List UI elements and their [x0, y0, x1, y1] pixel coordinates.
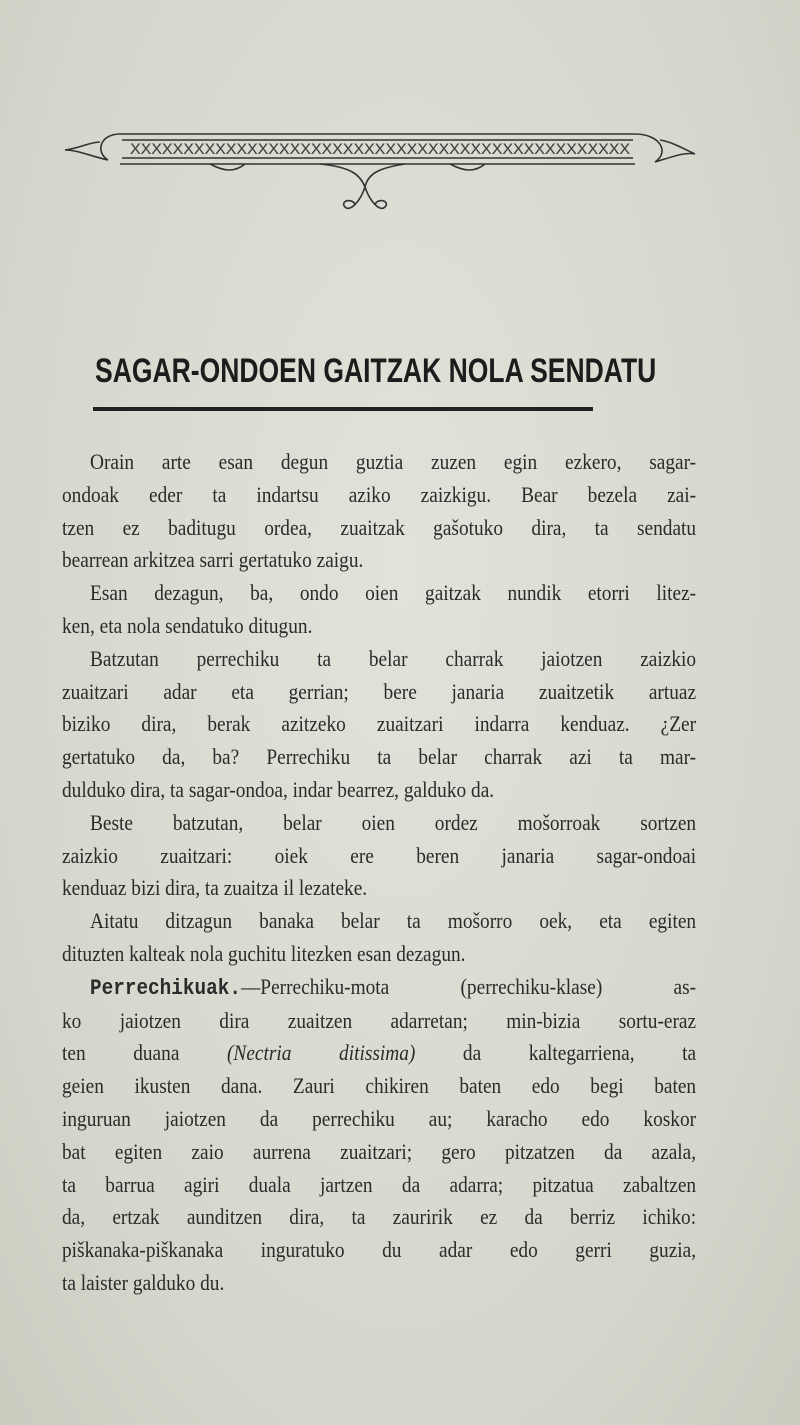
line-text: gertatuko da, ba? Perrechiku ta belar charrak azi ta mar-	[62, 744, 697, 770]
paragraph-6-line	[62, 1234, 696, 1267]
line-text: Aitatu ditzagun banaka belar ta mošorro oek, eta egiten	[90, 908, 697, 934]
paragraph-3-line	[62, 643, 696, 676]
paragraph-1-line	[62, 479, 696, 512]
paragraph-6-line	[62, 971, 696, 1005]
paragraph-2-line	[62, 610, 696, 643]
paragraph-1-line	[62, 512, 696, 545]
paragraph-1-line	[62, 446, 696, 479]
paragraph-4-line	[62, 807, 696, 840]
line-text: Esan dezagun, ba, ondo oien gaitzak nundik etorri litez-	[90, 580, 697, 606]
line-text: zaizkio zuaitzari: oiek ere beren janaria sagar-ondoai	[62, 842, 697, 868]
line-text: Orain arte esan degun guztia zuzen egin ezkero, sagar-	[90, 449, 697, 474]
line-text: dulduko dira, ta sagar-ondoa, indar bearrez, galduko da.	[62, 776, 495, 802]
paragraph-5-line	[62, 905, 696, 938]
line-text: Batzutan perrechiku ta belar charrak jaiotzen zaizkio	[90, 645, 697, 671]
line-text: bat egiten zaio aurrena zuaitzari; gero pitzatzen da azala,	[62, 1138, 697, 1164]
line-text: ta laister galduko du.	[62, 1269, 225, 1295]
line-text: da, ertzak aunditzen dira, ta zauririk ez da berriz ichiko:	[62, 1204, 697, 1230]
species-name: (Nectria ditissima)	[226, 1040, 416, 1066]
paragraph-2-line	[62, 577, 696, 610]
paragraph-3-line	[62, 774, 696, 807]
line-text: bearrean arkitzea sarri gertatuko zaigu.	[62, 547, 364, 573]
paragraph-1-line	[62, 544, 696, 577]
paragraph-4-line	[62, 872, 696, 905]
line-text: kenduaz bizi dira, ta zuaitza il lezateke.	[62, 875, 368, 901]
paragraph-3-line	[62, 741, 696, 774]
line-text: geien ikusten dana. Zauri chikiren baten edo begi baten	[62, 1073, 697, 1099]
line-text: inguruan jaiotzen da perrechiku au; karacho edo koskor	[62, 1105, 697, 1131]
paragraph-6-line	[62, 1169, 696, 1202]
paragraph-6-line	[62, 1136, 696, 1169]
chapter-title: SAGAR-ONDOEN GAITZAK NOLA SENDATU	[95, 352, 657, 390]
svg-text:XXXXXXXXXXXXXXXXXXXXXXXXXXXXXX: XXXXXXXXXXXXXXXXXXXXXXXXXXXXXXXXXXXXXXXXXXXXXXX	[130, 142, 631, 158]
line-text: ko jaiotzen dira zuaitzen adarretan; min-bizia sortu-eraz	[62, 1007, 697, 1033]
text-span: da kaltegarriena, ta	[462, 1040, 697, 1066]
line-text: Beste batzutan, belar oien ordez mošorroak sortzen	[90, 809, 697, 835]
paragraph-3-line	[62, 708, 696, 741]
line-text: dituzten kalteak nola guchitu litezken esan dezagun.	[62, 940, 466, 966]
line-text: ken, eta nola sendatuko ditugun.	[62, 612, 313, 638]
line-text: tzen ez baditugu ordea, zuaitzak gašotuko dira, ta sendatu	[62, 514, 697, 540]
paragraph-6-line	[62, 1103, 696, 1136]
paragraph-4-line	[62, 840, 696, 873]
body-text	[62, 446, 696, 1300]
line-text: zuaitzari adar eta gerrian; bere janaria zuaitzetik artuaz	[62, 678, 697, 704]
text-span: ten duana	[62, 1040, 180, 1066]
line-text: piškanaka-piškanaka inguratuko du adar edo gerri guzia,	[62, 1237, 697, 1263]
line-text: ta barrua agiri duala jartzen da adarra; pitzatua zabaltzen	[62, 1171, 697, 1197]
paragraph-6-line	[62, 1005, 696, 1038]
paragraph-6-line	[62, 1267, 696, 1300]
decorative-ornament-header	[60, 112, 700, 222]
section-heading: Perrechikuak.	[90, 974, 241, 1001]
line-text: —Perrechiku-mota (perrechiku-klase) as-	[240, 973, 697, 999]
paragraph-3-line	[62, 676, 696, 709]
paragraph-6-line	[62, 1070, 696, 1103]
paragraph-6-line	[62, 1037, 696, 1070]
title-underline	[93, 407, 593, 411]
paragraph-5-line	[62, 938, 696, 971]
line-text: ondoak eder ta indartsu aziko zaizkigu. Bear bezela zai-	[62, 481, 697, 507]
paragraph-6-line	[62, 1201, 696, 1234]
line-text: biziko dira, berak azitzeko zuaitzari indarra kenduaz. ¿Zer	[62, 711, 697, 737]
